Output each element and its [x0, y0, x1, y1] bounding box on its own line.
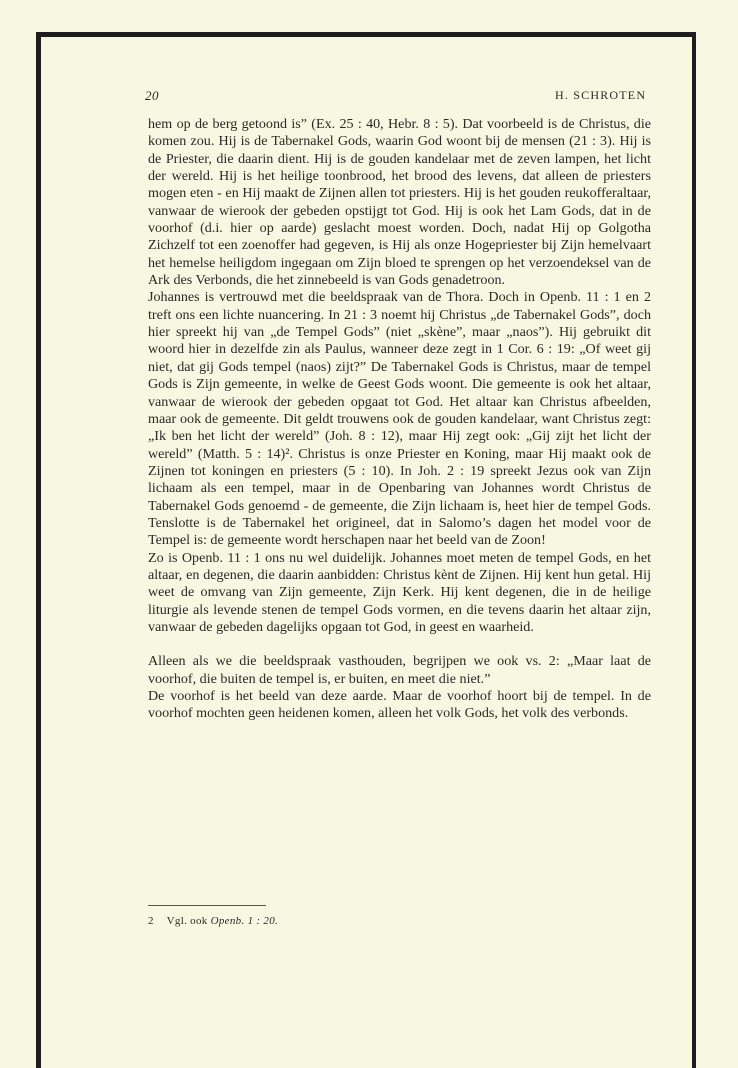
footnote-reference: Openb. 1 : 20.: [210, 915, 279, 927]
paragraph: hem op de berg getoond is” (Ex. 25 : 40, Hebr. 8 : 5). Dat voorbeeld is de Christus, die komen zou. Hij is de Tabernakel Gods, waarin God woont bij de mensen (21 : 3). Hij is de Priester, die daarin dient. Hij is de gouden kandelaar met de zeven lampen, het licht der wereld. Hij is het heilige toonbrood, het brood des levens, dat alleen de priesters mogen eten - en Hij maakt de Zijnen allen tot priesters. Hij is het gouden reukofferaltaar, vanwaar de wierook der gebeden opstijgt tot God. Hij is ook het Lam Gods, dat in de voorhof (d.i. hier op aarde) geslacht moest worden. Doch, nadat Hij op Golgotha Zichzelf tot een zoenoffer had gegeven, is Hij als onze Hogepriester bij Zijn hemelvaart het hemelse heiligdom ingegaan om Zijn bloed te sprengen op het verzoendeksel van de Ark des Verbonds, die het zinnebeeld is van Gods genadetroon.: [148, 116, 651, 289]
scan-border-top: [36, 32, 696, 37]
paragraph: Alleen als we die beeldspraak vasthouden, begrijpen we ook vs. 2: „Maar laat de voorhof, die buiten de tempel is, er buiten, en meet die niet.”: [148, 653, 651, 687]
running-head: H. SCHROTEN: [555, 88, 647, 102]
scan-border-right: [692, 32, 696, 1068]
scan-border-left: [36, 32, 41, 1068]
paragraph: De voorhof is het beeld van deze aarde. Maar de voorhof hoort bij de tempel. In de voorhof mochten geen heidenen komen, alleen het volk Gods, het volk des verbonds.: [148, 688, 651, 722]
footnote-rule: [148, 905, 266, 906]
body-text: [148, 116, 651, 723]
paragraph: Johannes is vertrouwd met die beeldspraak van de Thora. Doch in Openb. 11 : 1 en 2 treft ons een lichte nuancering. In 21 : 3 noemt hij Christus „de Tabernakel Gods”, doch hier spreekt hij van „de Tempel Gods” (niet „skène”, maar „naos”). Hij gebruikt dit woord hier in dezelfde zin als Paulus, wanneer deze zegt in 1 Cor. 6 : 19: „Of weet gij niet, dat gij Gods tempel (naos) zijt?” De Tabernakel Gods is Christus, maar de tempel Gods is Zijn gemeente, in welke de Geest Gods woont. Die gemeente is ook het altaar, vanwaar de wierook der gebeden opgaat tot God. Het altaar kan Christus afbeelden, maar ook de gemeente. Dit geldt trouwens ook de gouden kandelaar, want Christus zegt: „Ik ben het licht der wereld” (Joh. 8 : 12), maar Hij zegt ook: „Gij zijt het licht der wereld” (Matth. 5 : 14)². Christus is onze Priester en Koning, maar Hij maakt ook de Zijnen tot koningen en priesters (5 : 10). In Joh. 2 : 19 spreekt Jezus ook van Zijn lichaam als een tempel, maar in de Openbaring van Johannes wordt Christus de Tabernakel Gods genoemd - de gemeente, die Zijn lichaam is, heet hier de tempel Gods. Tenslotte is de Tabernakel het origineel, dat in Salomo’s dagen het model voor de Tempel is: de gemeente wordt herschapen naar het beeld van de Zoon!: [148, 289, 651, 549]
page-number: 20: [145, 88, 159, 103]
footnote: [148, 915, 278, 927]
footnote-number: 2: [148, 915, 154, 927]
paragraph: Zo is Openb. 11 : 1 ons nu wel duidelijk. Johannes moet meten de tempel Gods, en het altaar, en degenen, die daarin aanbidden: Christus kènt de Zijnen. Hij kent hun getal. Hij weet de omvang van Zijn gemeente, Zijn Kerk. Hij kent degenen, die in de heilige liturgie als levende stenen de tempel Gods vormen, en die tevens daarin het altaar zijn, vanwaar de gebeden dagelijks opgaan tot God, in geest en waarheid.: [148, 549, 651, 635]
footnote-prefix: Vgl. ook: [166, 915, 208, 927]
